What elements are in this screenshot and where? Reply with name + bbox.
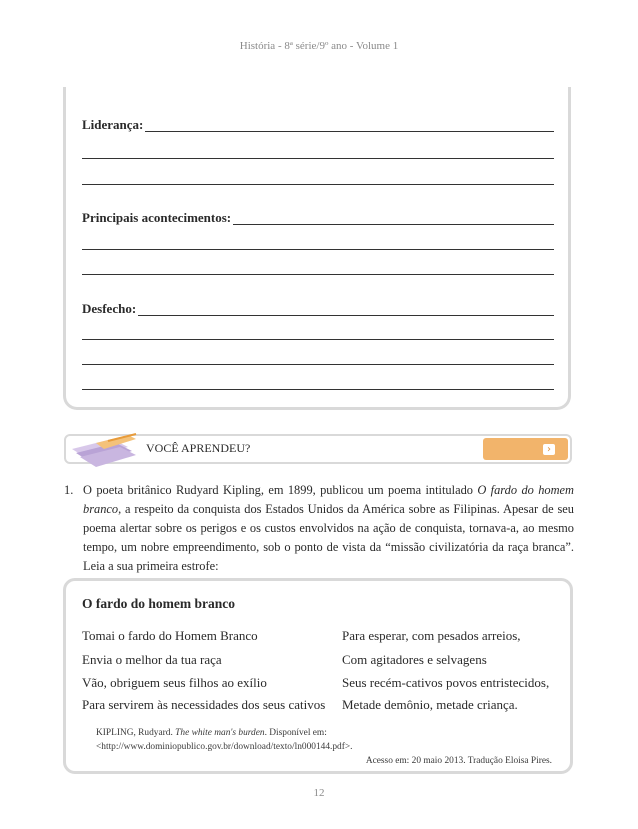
answer-line[interactable] [82, 249, 554, 250]
page-number: 12 [313, 787, 325, 799]
citation-source: . Disponível em: <http://www.dominiopublico.gov.br/download/texto/ln000144.pdf>. [96, 728, 353, 752]
poem-line: Envia o melhor da tua raça [82, 652, 222, 667]
poem-title: O fardo do homem branco [82, 596, 235, 611]
citation [96, 726, 552, 768]
banner-title: VOCÊ APRENDEU? [146, 441, 251, 455]
answer-line[interactable] [82, 339, 554, 340]
field-label: Principais acontecimentos: [82, 210, 232, 225]
poem-line: Com agitadores e selvagens [342, 652, 487, 667]
citation-work: The white man's burden [175, 728, 265, 738]
answer-line[interactable] [82, 274, 554, 275]
answer-line[interactable] [82, 158, 554, 159]
answer-line[interactable] [82, 389, 554, 390]
chevron-right-icon[interactable]: › [543, 444, 555, 455]
question-1 [64, 481, 574, 576]
question-number: 1. [64, 483, 74, 497]
poem-line: Metade demônio, metade criança. [342, 697, 518, 712]
answer-line[interactable] [82, 364, 554, 365]
question-text [83, 481, 574, 576]
poem-title-inline: O fardo do homem branco [83, 483, 574, 516]
poem-line: Para esperar, com pesados arreios, [342, 628, 521, 643]
poem-line: Tomai o fardo do Homem Branco [82, 628, 258, 643]
answer-line[interactable] [82, 131, 554, 132]
stacked-pages-icon [66, 431, 146, 469]
banner-accent [483, 438, 568, 460]
field-label: Desfecho: [82, 301, 137, 316]
answer-line[interactable] [82, 184, 554, 185]
poem-line: Vão, obriguem seus filhos ao exílio [82, 675, 267, 690]
running-header: História - 8ª série/9º ano - Volume 1 [239, 40, 399, 52]
poem-line: Seus recém-cativos povos entristecidos, [342, 675, 550, 690]
citation-access: Acesso em: 20 maio 2013. Tradução Eloisa Pires. [365, 756, 552, 766]
question-text-part: , a respeito da conquista dos Estados Unidos da América sobre as Filipinas. Apesar de seu poema alertar sobre os perigos e os custos envolvidos na ação de conquista, tornava-a, ao mesmo tempo, um nobre empreendimento, sob o ponto de vista da “missão civilizatória da raça branca”. Leia a sua primeira estrofe: [83, 502, 574, 573]
question-text-part: O poeta britânico Rudyard Kipling, em 1899, publicou um poema intitulado [83, 483, 478, 497]
answer-line[interactable] [82, 315, 554, 316]
poem-line: Para servirem às necessidades dos seus cativos [82, 697, 326, 712]
citation-author: KIPLING, Rudyard. [96, 728, 176, 738]
field-label: Liderança: [82, 117, 144, 132]
